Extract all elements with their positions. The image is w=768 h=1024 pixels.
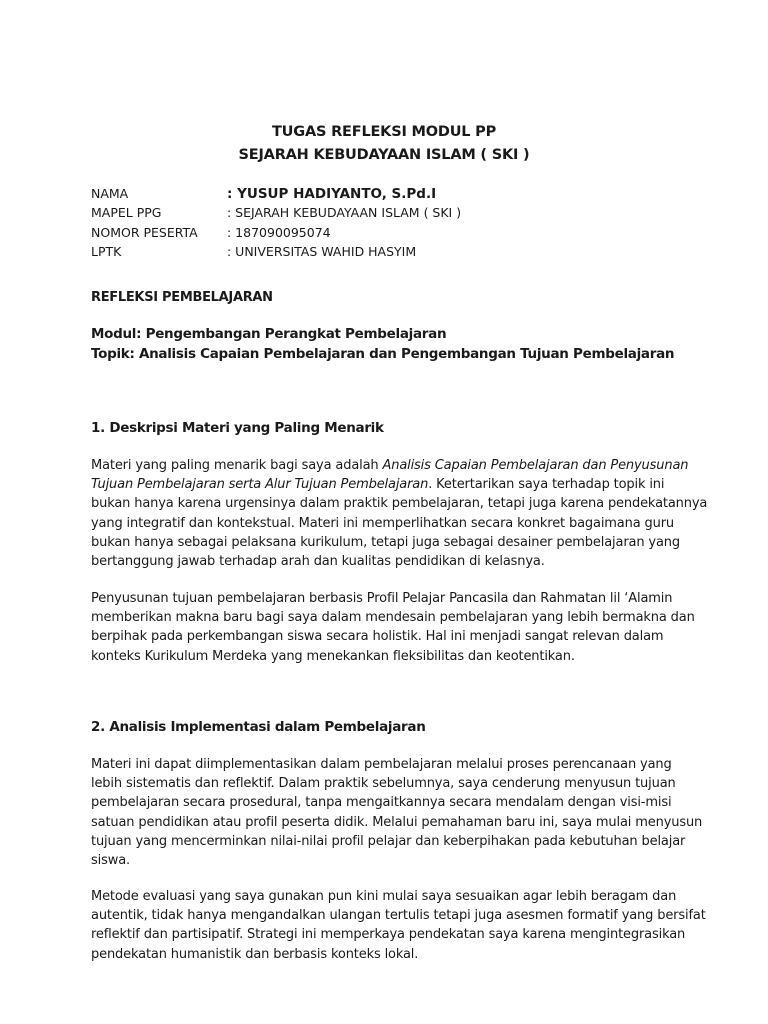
identity-value: : 187090095074 <box>227 224 331 240</box>
paragraph-line <box>91 475 707 494</box>
identity-row-mapel <box>91 203 461 222</box>
section2-paragraph2 <box>91 887 706 964</box>
paragraph-line: bukan hanya sebagai pelaksana kurikulum, tetapi juga sebagai desainer pembelajaran yang <box>91 534 680 550</box>
identity-label: NOMOR PESERTA <box>91 224 198 240</box>
paragraph-line: pembelajaran secara prosedural, tanpa mengaitkannya secara mendalam dengan visi-misi <box>91 795 672 811</box>
identity-label: MAPEL PPG <box>91 205 162 221</box>
section2-heading: 2. Analisis Implementasi dalam Pembelajaran <box>91 719 426 735</box>
paragraph-line: satuan pendidikan atau profil peserta didik. Melalui pemahaman baru ini, saya mulai menyusun <box>91 814 703 830</box>
identity-table <box>91 184 461 261</box>
identity-row-nomor <box>91 223 461 242</box>
paragraph-line: Materi ini dapat diimplementasikan dalam pembelajaran melalui proses perencanaan yang <box>91 757 672 772</box>
paragraph-text: . Ketertarikan saya terhadap topik ini <box>428 477 665 493</box>
paragraph-italic-text: Tujuan Pembelajaran serta Alur Tujuan Pembelajaran <box>91 477 429 493</box>
paragraph-line: reflektif dan partisipatif. Strategi ini memperkaya pendekatan saya karena mengintegrasikan <box>91 927 686 943</box>
module-line: Modul: Pengembangan Perangkat Pembelajaran <box>91 326 447 342</box>
paragraph-text: Materi yang paling menarik bagi saya adalah <box>91 458 383 473</box>
paragraph-line: Penyusunan tujuan pembelajaran berbasis Profil Pelajar Pancasila dan Rahmatan lil ‘Alamin <box>91 591 673 606</box>
section1-heading: 1. Deskripsi Materi yang Paling Menarik <box>91 420 384 436</box>
identity-value: : SEJARAH KEBUDAYAAN ISLAM ( SKI ) <box>227 205 462 221</box>
paragraph-italic-text: Analisis Capaian Pembelajaran dan Penyusunan <box>382 458 689 473</box>
paragraph-line: memberikan makna baru bagi saya dalam mendesain pembelajaran yang lebih bermakna dan <box>91 610 695 626</box>
document-title-line1: TUGAS REFLEKSI MODUL PP <box>271 124 497 140</box>
paragraph-line <box>91 456 707 475</box>
paragraph-line: konteks Kurikulum Merdeka yang menekankan fleksibilitas dan keotentikan. <box>91 648 575 664</box>
reflection-heading: REFLEKSI PEMBELAJARAN <box>91 290 273 305</box>
section1-paragraph1 <box>91 456 707 571</box>
paragraph-line: autentik, tidak hanya mengandalkan ulangan tertulis tetapi juga asesmen formatif yang bersifat <box>91 908 706 924</box>
paragraph-line: berpihak pada perkembangan siswa secara holistik. Hal ini menjadi sangat relevan dalam <box>91 629 664 645</box>
identity-label: LPTK <box>91 243 122 259</box>
identity-row-nama <box>91 184 461 203</box>
identity-row-lptk <box>91 242 461 261</box>
identity-value: : YUSUP HADIYANTO, S.Pd.I <box>227 186 437 202</box>
document-title-line2: SEJARAH KEBUDAYAAN ISLAM ( SKI ) <box>238 147 530 163</box>
section1-paragraph2 <box>91 589 695 666</box>
identity-value: : UNIVERSITAS WAHID HASYIM <box>227 243 417 259</box>
paragraph-line: tujuan yang mencerminkan nilai-nilai profil pelajar dan keberpihakan pada kebutuhan belajar <box>91 833 686 849</box>
paragraph-line: bukan hanya karena urgensinya dalam praktik pembelajaran, tetapi juga karena pendekatannya <box>91 496 708 512</box>
section2-paragraph1 <box>91 755 702 870</box>
paragraph-line: lebih sistematis dan reflektif. Dalam praktik sebelumnya, saya cenderung menyusun tujuan <box>91 776 676 792</box>
identity-label: NAMA <box>91 186 129 201</box>
paragraph-line: bertanggung jawab terhadap arah dan kualitas pendidikan di kelasnya. <box>91 553 545 569</box>
paragraph-line: pendekatan humanistik dan berbasis konteks lokal. <box>91 946 419 962</box>
topic-line: Topik: Analisis Capaian Pembelajaran dan Pengembangan Tujuan Pembelajaran <box>91 346 675 362</box>
paragraph-line: yang integratif dan kontekstual. Materi ini memperlihatkan secara konkret bagaimana guru <box>91 515 674 531</box>
paragraph-line: Metode evaluasi yang saya gunakan pun kini mulai saya sesuaikan agar lebih beragam dan <box>91 889 677 904</box>
paragraph-line: siswa. <box>91 852 130 868</box>
